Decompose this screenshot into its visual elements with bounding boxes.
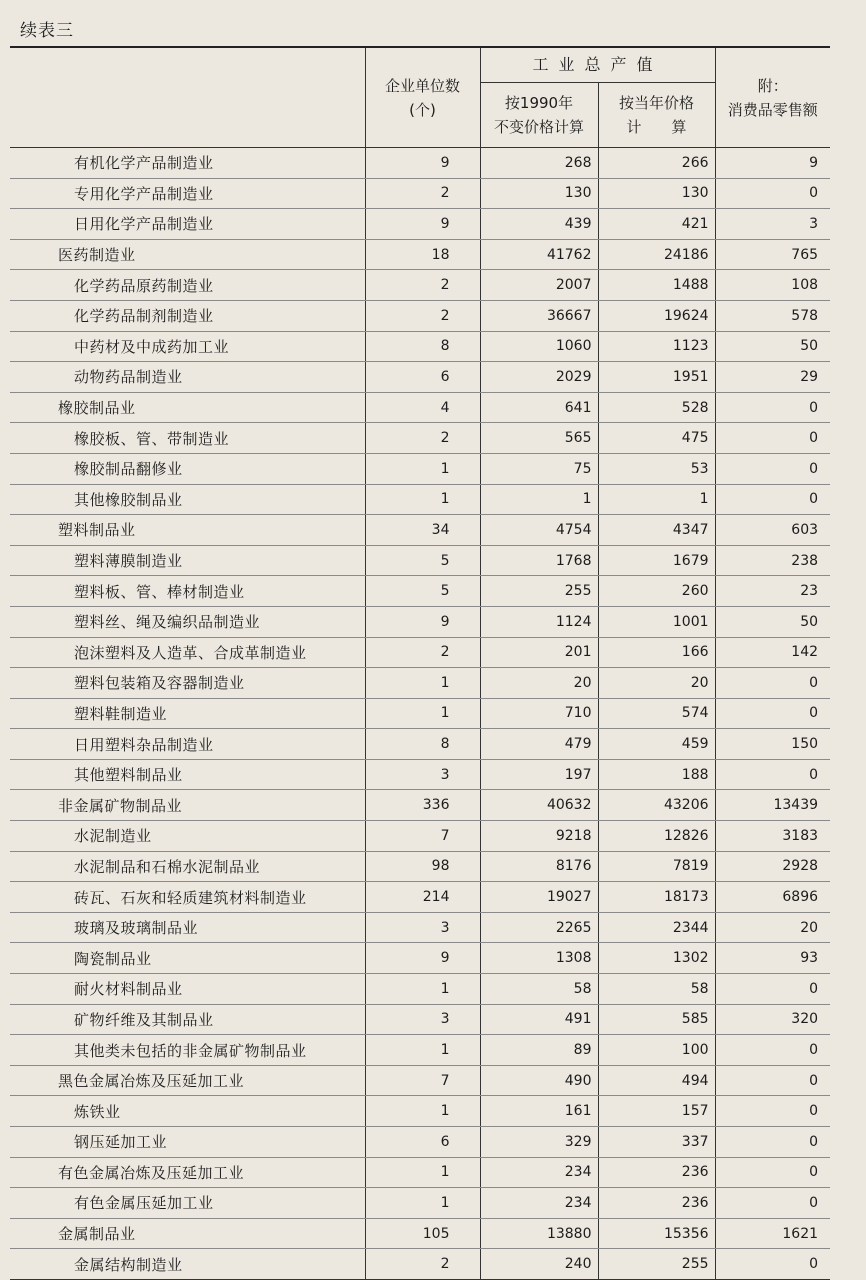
row-industry-name: 砖瓦、石灰和轻质建筑材料制造业 (10, 882, 365, 913)
row-industry-name: 化学药品原药制造业 (10, 270, 365, 301)
row-output-1990-prices: 20 (480, 668, 598, 699)
row-output-1990-prices: 201 (480, 637, 598, 668)
table-row (10, 576, 830, 607)
row-industry-name: 钢压延加工业 (10, 1127, 365, 1158)
row-unit-count: 1 (365, 484, 480, 515)
row-industry-name: 橡胶制品翻修业 (10, 453, 365, 484)
table-row (10, 790, 830, 821)
row-unit-count: 8 (365, 729, 480, 760)
row-output-1990-prices: 240 (480, 1249, 598, 1280)
table-row (10, 974, 830, 1005)
row-industry-name: 橡胶制品业 (10, 392, 365, 423)
row-retail-sales: 0 (715, 1188, 830, 1219)
row-output-1990-prices: 1308 (480, 943, 598, 974)
row-output-1990-prices: 2007 (480, 270, 598, 301)
row-unit-count: 336 (365, 790, 480, 821)
row-industry-name: 其他橡胶制品业 (10, 484, 365, 515)
row-output-1990-prices: 255 (480, 576, 598, 607)
row-retail-sales: 0 (715, 1127, 830, 1158)
row-retail-sales: 50 (715, 331, 830, 362)
row-output-current-prices: 574 (598, 698, 715, 729)
table-row (10, 912, 830, 943)
row-output-1990-prices: 439 (480, 209, 598, 240)
row-output-1990-prices: 2029 (480, 362, 598, 393)
row-unit-count: 4 (365, 392, 480, 423)
table-row (10, 148, 830, 179)
row-output-current-prices: 43206 (598, 790, 715, 821)
row-unit-count: 2 (365, 1249, 480, 1280)
row-output-1990-prices: 1 (480, 484, 598, 515)
table-row (10, 759, 830, 790)
row-output-1990-prices: 1124 (480, 606, 598, 637)
row-retail-sales: 20 (715, 912, 830, 943)
row-unit-count: 2 (365, 300, 480, 331)
table-header (10, 47, 830, 148)
row-output-1990-prices: 2265 (480, 912, 598, 943)
table-row (10, 362, 830, 393)
row-industry-name: 金属结构制造业 (10, 1249, 365, 1280)
row-industry-name: 水泥制造业 (10, 821, 365, 852)
table-row (10, 1035, 830, 1066)
row-output-1990-prices: 197 (480, 759, 598, 790)
table-row (10, 882, 830, 913)
row-retail-sales: 603 (715, 515, 830, 546)
row-industry-name: 专用化学产品制造业 (10, 178, 365, 209)
row-retail-sales: 13439 (715, 790, 830, 821)
table-row (10, 239, 830, 270)
row-retail-sales: 2928 (715, 851, 830, 882)
row-retail-sales: 142 (715, 637, 830, 668)
row-retail-sales: 0 (715, 1249, 830, 1280)
row-output-1990-prices: 710 (480, 698, 598, 729)
row-retail-sales: 50 (715, 606, 830, 637)
row-unit-count: 7 (365, 1065, 480, 1096)
table-row (10, 821, 830, 852)
header-retail: 附： 消费品零售额 (715, 47, 830, 148)
row-retail-sales: 0 (715, 759, 830, 790)
row-output-1990-prices: 234 (480, 1157, 598, 1188)
row-output-current-prices: 266 (598, 148, 715, 179)
row-retail-sales: 93 (715, 943, 830, 974)
header-industry-blank (10, 47, 365, 148)
row-output-current-prices: 4347 (598, 515, 715, 546)
row-industry-name: 化学药品制剂制造业 (10, 300, 365, 331)
row-output-current-prices: 1951 (598, 362, 715, 393)
row-retail-sales: 0 (715, 974, 830, 1005)
row-output-1990-prices: 75 (480, 453, 598, 484)
row-industry-name: 炼铁业 (10, 1096, 365, 1127)
table-row (10, 1249, 830, 1280)
row-output-1990-prices: 479 (480, 729, 598, 760)
row-output-1990-prices: 329 (480, 1127, 598, 1158)
row-retail-sales: 0 (715, 1096, 830, 1127)
row-retail-sales: 0 (715, 668, 830, 699)
row-unit-count: 9 (365, 209, 480, 240)
row-output-current-prices: 236 (598, 1188, 715, 1219)
row-output-current-prices: 15356 (598, 1218, 715, 1249)
row-retail-sales: 3 (715, 209, 830, 240)
row-industry-name: 医药制造业 (10, 239, 365, 270)
row-output-1990-prices: 19027 (480, 882, 598, 913)
row-output-current-prices: 1123 (598, 331, 715, 362)
row-unit-count: 3 (365, 1004, 480, 1035)
table-row (10, 178, 830, 209)
row-unit-count: 98 (365, 851, 480, 882)
table-row (10, 209, 830, 240)
row-unit-count: 2 (365, 423, 480, 454)
row-output-current-prices: 19624 (598, 300, 715, 331)
row-unit-count: 1 (365, 1188, 480, 1219)
row-output-current-prices: 1 (598, 484, 715, 515)
row-output-current-prices: 475 (598, 423, 715, 454)
row-output-current-prices: 130 (598, 178, 715, 209)
row-output-current-prices: 166 (598, 637, 715, 668)
row-industry-name: 有色金属压延加工业 (10, 1188, 365, 1219)
row-retail-sales: 3183 (715, 821, 830, 852)
row-industry-name: 非金属矿物制品业 (10, 790, 365, 821)
table-row (10, 515, 830, 546)
row-unit-count: 2 (365, 637, 480, 668)
row-output-1990-prices: 4754 (480, 515, 598, 546)
row-output-current-prices: 100 (598, 1035, 715, 1066)
row-unit-count: 18 (365, 239, 480, 270)
row-retail-sales: 9 (715, 148, 830, 179)
row-unit-count: 2 (365, 178, 480, 209)
row-output-current-prices: 585 (598, 1004, 715, 1035)
row-industry-name: 矿物纤维及其制品业 (10, 1004, 365, 1035)
row-output-1990-prices: 40632 (480, 790, 598, 821)
row-output-1990-prices: 491 (480, 1004, 598, 1035)
row-unit-count: 9 (365, 943, 480, 974)
table-row (10, 1188, 830, 1219)
row-industry-name: 金属制品业 (10, 1218, 365, 1249)
row-output-1990-prices: 268 (480, 148, 598, 179)
row-output-1990-prices: 161 (480, 1096, 598, 1127)
row-unit-count: 8 (365, 331, 480, 362)
row-unit-count: 5 (365, 545, 480, 576)
row-output-current-prices: 7819 (598, 851, 715, 882)
row-output-1990-prices: 641 (480, 392, 598, 423)
row-output-1990-prices: 1060 (480, 331, 598, 362)
table-row (10, 637, 830, 668)
row-unit-count: 6 (365, 1127, 480, 1158)
row-industry-name: 耐火材料制品业 (10, 974, 365, 1005)
row-unit-count: 34 (365, 515, 480, 546)
row-output-current-prices: 236 (598, 1157, 715, 1188)
table-row (10, 423, 830, 454)
row-retail-sales: 238 (715, 545, 830, 576)
row-unit-count: 1 (365, 1096, 480, 1127)
row-output-current-prices: 421 (598, 209, 715, 240)
table-row (10, 943, 830, 974)
row-retail-sales: 0 (715, 1065, 830, 1096)
row-output-current-prices: 337 (598, 1127, 715, 1158)
row-industry-name: 日用塑料杂品制造业 (10, 729, 365, 760)
row-unit-count: 5 (365, 576, 480, 607)
table-row (10, 668, 830, 699)
row-retail-sales: 320 (715, 1004, 830, 1035)
row-output-current-prices: 2344 (598, 912, 715, 943)
header-v1990: 按1990年 不变价格计算 (480, 83, 598, 148)
row-output-1990-prices: 36667 (480, 300, 598, 331)
row-output-current-prices: 255 (598, 1249, 715, 1280)
row-output-current-prices: 1679 (598, 545, 715, 576)
row-output-current-prices: 20 (598, 668, 715, 699)
row-industry-name: 其他塑料制品业 (10, 759, 365, 790)
row-unit-count: 214 (365, 882, 480, 913)
table-row (10, 392, 830, 423)
header-units: 企业单位数 (个) (365, 47, 480, 148)
row-output-1990-prices: 565 (480, 423, 598, 454)
row-unit-count: 1 (365, 1035, 480, 1066)
row-retail-sales: 0 (715, 1035, 830, 1066)
row-output-current-prices: 260 (598, 576, 715, 607)
row-industry-name: 塑料丝、绳及编织品制造业 (10, 606, 365, 637)
row-industry-name: 陶瓷制品业 (10, 943, 365, 974)
row-industry-name: 塑料包装箱及容器制造业 (10, 668, 365, 699)
row-unit-count: 6 (365, 362, 480, 393)
table-row (10, 729, 830, 760)
row-industry-name: 日用化学产品制造业 (10, 209, 365, 240)
row-output-1990-prices: 9218 (480, 821, 598, 852)
row-output-1990-prices: 58 (480, 974, 598, 1005)
row-output-current-prices: 53 (598, 453, 715, 484)
row-output-1990-prices: 130 (480, 178, 598, 209)
row-output-current-prices: 18173 (598, 882, 715, 913)
table-row (10, 270, 830, 301)
row-industry-name: 有机化学产品制造业 (10, 148, 365, 179)
row-output-current-prices: 459 (598, 729, 715, 760)
row-industry-name: 水泥制品和石棉水泥制品业 (10, 851, 365, 882)
row-unit-count: 3 (365, 912, 480, 943)
table-row (10, 1065, 830, 1096)
row-unit-count: 1 (365, 698, 480, 729)
row-retail-sales: 0 (715, 423, 830, 454)
row-unit-count: 9 (365, 606, 480, 637)
row-retail-sales: 0 (715, 698, 830, 729)
row-output-current-prices: 188 (598, 759, 715, 790)
row-industry-name: 塑料制品业 (10, 515, 365, 546)
table-row (10, 331, 830, 362)
row-output-1990-prices: 1768 (480, 545, 598, 576)
row-retail-sales: 0 (715, 392, 830, 423)
table-row (10, 545, 830, 576)
row-retail-sales: 6896 (715, 882, 830, 913)
row-retail-sales: 765 (715, 239, 830, 270)
row-industry-name: 玻璃及玻璃制品业 (10, 912, 365, 943)
row-output-current-prices: 12826 (598, 821, 715, 852)
row-industry-name: 动物药品制造业 (10, 362, 365, 393)
table-continuation-title: 续表三 (20, 21, 74, 41)
table-row (10, 1157, 830, 1188)
row-output-1990-prices: 89 (480, 1035, 598, 1066)
table-row (10, 698, 830, 729)
row-industry-name: 其他类未包括的非金属矿物制品业 (10, 1035, 365, 1066)
row-unit-count: 105 (365, 1218, 480, 1249)
row-retail-sales: 1621 (715, 1218, 830, 1249)
row-unit-count: 2 (365, 270, 480, 301)
row-output-1990-prices: 41762 (480, 239, 598, 270)
row-output-1990-prices: 13880 (480, 1218, 598, 1249)
row-industry-name: 橡胶板、管、带制造业 (10, 423, 365, 454)
row-retail-sales: 0 (715, 1157, 830, 1188)
row-output-current-prices: 24186 (598, 239, 715, 270)
row-unit-count: 1 (365, 1157, 480, 1188)
row-output-current-prices: 528 (598, 392, 715, 423)
row-retail-sales: 578 (715, 300, 830, 331)
row-industry-name: 塑料板、管、棒材制造业 (10, 576, 365, 607)
row-industry-name: 黑色金属冶炼及压延加工业 (10, 1065, 365, 1096)
row-retail-sales: 29 (715, 362, 830, 393)
row-unit-count: 1 (365, 974, 480, 1005)
row-unit-count: 1 (365, 668, 480, 699)
row-industry-name: 有色金属冶炼及压延加工业 (10, 1157, 365, 1188)
row-unit-count: 7 (365, 821, 480, 852)
row-output-current-prices: 494 (598, 1065, 715, 1096)
table-row (10, 453, 830, 484)
row-industry-name: 塑料鞋制造业 (10, 698, 365, 729)
table-body (10, 148, 830, 1280)
statistics-table (10, 46, 830, 1280)
table-row (10, 1004, 830, 1035)
row-unit-count: 9 (365, 148, 480, 179)
row-output-1990-prices: 234 (480, 1188, 598, 1219)
row-industry-name: 塑料薄膜制造业 (10, 545, 365, 576)
row-output-current-prices: 157 (598, 1096, 715, 1127)
row-output-current-prices: 1302 (598, 943, 715, 974)
row-output-1990-prices: 490 (480, 1065, 598, 1096)
row-unit-count: 1 (365, 453, 480, 484)
table-row (10, 851, 830, 882)
row-output-1990-prices: 8176 (480, 851, 598, 882)
header-vcur: 按当年价格 计 算 (598, 83, 715, 148)
row-retail-sales: 23 (715, 576, 830, 607)
row-retail-sales: 0 (715, 178, 830, 209)
row-retail-sales: 108 (715, 270, 830, 301)
row-output-current-prices: 1001 (598, 606, 715, 637)
table-row (10, 1218, 830, 1249)
row-output-current-prices: 58 (598, 974, 715, 1005)
table-row (10, 1127, 830, 1158)
table-row (10, 606, 830, 637)
row-output-current-prices: 1488 (598, 270, 715, 301)
row-industry-name: 中药材及中成药加工业 (10, 331, 365, 362)
row-retail-sales: 0 (715, 453, 830, 484)
table-row (10, 484, 830, 515)
table-row (10, 1096, 830, 1127)
header-output-group: 工业总产值 (480, 47, 715, 83)
row-retail-sales: 0 (715, 484, 830, 515)
table-row (10, 300, 830, 331)
row-retail-sales: 150 (715, 729, 830, 760)
row-industry-name: 泡沫塑料及人造革、合成革制造业 (10, 637, 365, 668)
row-unit-count: 3 (365, 759, 480, 790)
